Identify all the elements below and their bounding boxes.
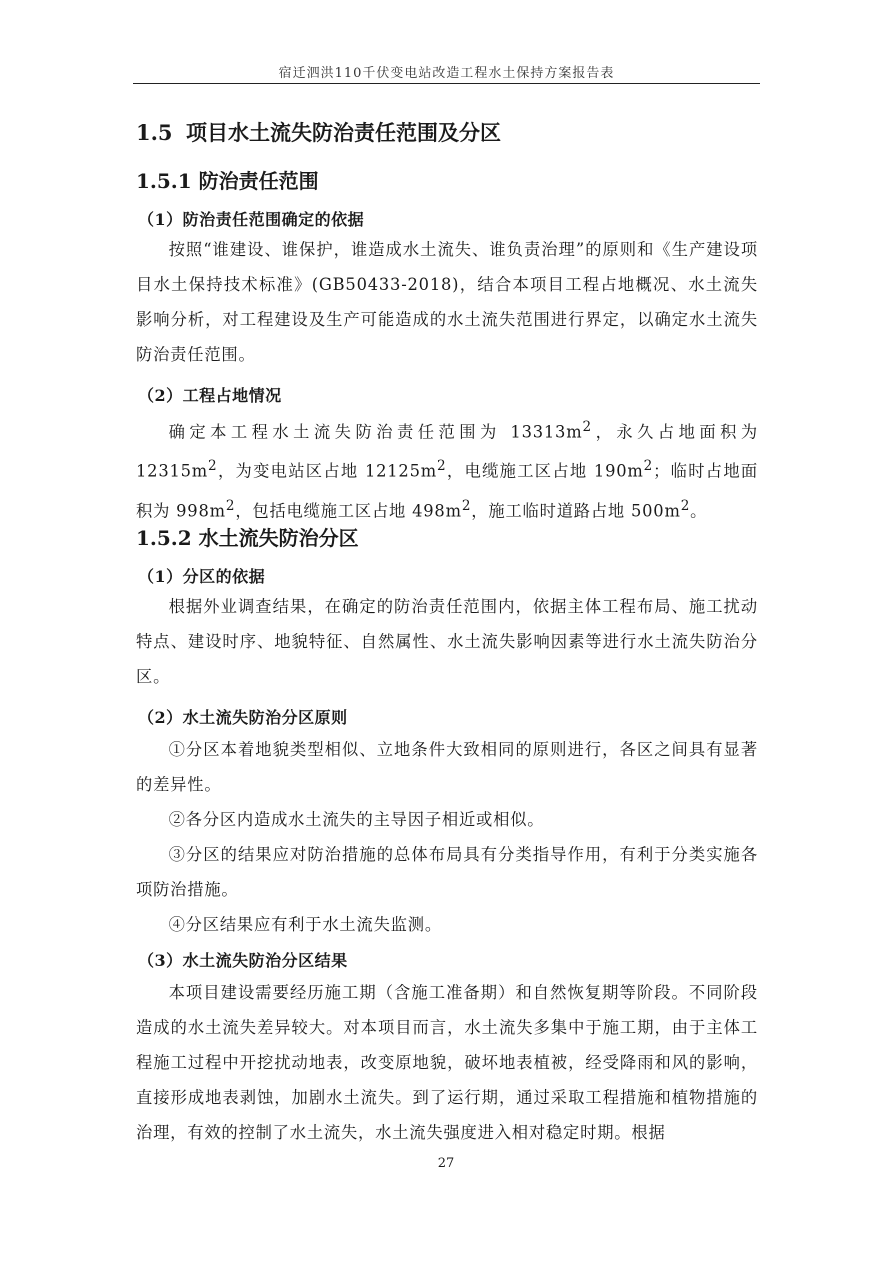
superscript: 2 [461,497,472,514]
superscript: 2 [680,497,691,514]
principle-item-2: ②各分区内造成水土流失的主导因子相近或相似。 [168,810,545,829]
subsection-heading-1-5-1: 1.5.1 防治责任范围 [136,169,319,193]
principle-item-3: ③分区的结果应对防治措施的总体布局具有分类指导作用，有利于分类实施各项防治措施。 [136,845,758,899]
land-text-5: ；临时占地面积为 998m [136,461,758,521]
paragraph-zoning-basis: 根据外业调查结果，在确定的防治责任范围内，依据主体工程布局、施工扰动特点、建设时序、地貌特征、自然属性、水土流失影响因素等进行水土流失防治分区。 [136,597,758,686]
superscript: 2 [208,458,218,475]
land-text-7: ，施工临时道路占地 500m [471,501,681,521]
superscript: 2 [643,458,654,475]
heading-zoning-results: （3）水土流失防治分区结果 [138,951,348,970]
running-header: 宿迁泗洪110千伏变电站改造工程水土保持方案报告表 [278,66,615,81]
land-text-3: ，为变电站区占地 12125m [217,461,437,481]
section-title: 项目水土流失防治责任范围及分区 [186,120,501,145]
superscript: 2 [582,419,592,435]
principle-item-1: ①分区本着地貌类型相似、立地条件大致相同的原则进行，各区之间具有显著的差异性。 [136,740,758,794]
superscript: 2 [225,497,236,514]
heading-zoning-basis: （1）分区的依据 [138,567,266,586]
land-text-1: 确定本工程水土流失防治责任范围为 13313m [168,422,583,442]
land-text-8: 。 [690,501,708,521]
paragraph-land-occupation [136,410,758,528]
section-number: 1.5 [136,120,173,145]
superscript: 2 [437,458,447,475]
paragraph-responsibility-basis: 按照“谁建设、谁保护，谁造成水土流失、谁负责治理”的原则和《生产建设项目水土保持技术标准》(GB50433-2018)，结合本项目工程占地概况、水土流失影响分析，对工程建设及生产可能造成的水土流失范围进行界定，以确定水土流失防治责任范围。 [136,240,758,364]
land-text-2: ，永久占地面积为 12315m [136,422,758,481]
heading-responsibility-basis: （1）防治责任范围确定的依据 [138,210,365,229]
heading-zoning-principles: （2）水土流失防治分区原则 [138,708,348,727]
subsection-heading-1-5-2: 1.5.2 水土流失防治分区 [136,526,359,550]
page-number: 27 [437,1156,455,1171]
section-heading [136,117,501,147]
land-text-6: ，包括电缆施工区占地 498m [235,501,462,521]
paragraph-zoning-results: 本项目建设需要经历施工期（含施工准备期）和自然恢复期等阶段。不同阶段造成的水土流失差异较大。对本项目而言，水土流失多集中于施工期，由于主体工程施工过程中开挖扰动地表，改变原地貌，破坏地表植被，经受降雨和风的影响，直接形成地表剥蚀，加剧水土流失。到了运行期，通过采取工程措施和植物措施的治理，有效的控制了水土流失，水土流失强度进入相对稳定时期。根据 [136,983,758,1142]
heading-land-occupation: （2）工程占地情况 [138,386,282,405]
principle-item-4: ④分区结果应有利于水土流失监测。 [168,915,442,934]
header-rule [133,83,760,84]
land-text-4: ，电缆施工区占地 190m [446,461,644,481]
